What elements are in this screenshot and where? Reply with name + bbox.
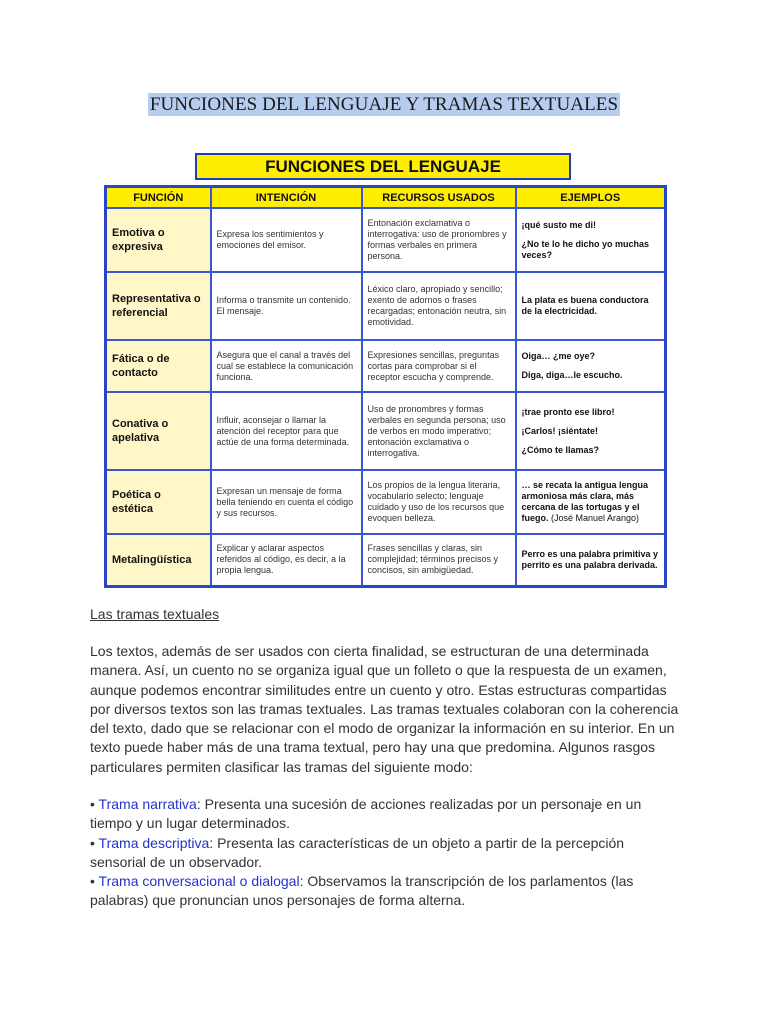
example-text: ¡qué susto me di! (521, 219, 597, 230)
bullet-prefix: • (90, 834, 99, 851)
example-text: ¡trae pronto ese libro! (521, 406, 615, 417)
bullet-term[interactable]: Trama narrativa (98, 796, 197, 812)
body-paragraph[interactable]: Los textos, además de ser usados con cierta finalidad, se estructuran de una determinada manera. Así, un cuento no se organiza igual que un folleto o que la respuesta de un examen, aunque podemos encontrar similitudes entre un cuento y otro. Estas estructuras compartidas por diversos textos son las tramas textuales. Las tramas textuales colaboran con la coherencia del texto, dado que se relacionar con el modo de organizar la información en su interior. En un texto puede haber más de una trama textual, pero hay una que predomina. Algunos rasgos particulares permiten clasificar las tramas del siguiente modo: (90, 643, 679, 775)
functions-figure (104, 150, 664, 596)
example-text: … se recata la antigua lengua armoniosa más clara, más cercana de las tortugas y el fuego. (521, 480, 649, 523)
row-recursos: Frases sencillas y claras, sin complejidad; términos precisos y concisos, sin ambigüedad. (362, 534, 516, 586)
table-row (106, 208, 666, 272)
row-intencion: Influir, aconsejar o llamar la atención del receptor para que actúe de una forma determinada. (211, 392, 362, 470)
example-text: Diga, diga…le escucho. (521, 370, 623, 380)
table-row (106, 340, 666, 392)
example-text: ¿No te lo he dicho yo muchas veces? (521, 238, 650, 260)
table-row (106, 392, 666, 470)
figure-banner: FUNCIONES DEL LENGUAJE (195, 153, 571, 180)
row-intencion: Informa o transmite un contenido. El mensaje. (211, 272, 362, 340)
row-intencion: Explicar y aclarar aspectos referidos al código, es decir, a la propia lengua. (211, 534, 362, 586)
row-ejemplos (516, 470, 666, 534)
row-ejemplos (516, 534, 666, 586)
header-intencion: INTENCIÓN (211, 187, 362, 209)
row-funcion: Poética o estética (106, 470, 211, 534)
row-funcion: Fática o de contacto (106, 340, 211, 392)
list-item (90, 872, 680, 911)
row-recursos: Los propios de la lengua literaria, vocabulario selecto; lenguaje cuidado y uso de los recursos que evoquen belleza. (362, 470, 516, 534)
example-author: (José Manuel Arango) (548, 513, 640, 523)
example-text: ¿Cómo te llamas? (521, 444, 600, 455)
row-ejemplos (516, 392, 666, 470)
row-recursos: Entonación exclamativa o interrogativa: uso de pronombres y formas verbales en primera persona. (362, 208, 516, 272)
bullet-text: : Presenta una sucesión de acciones realizadas por un personaje en un tiempo y un lugar determinados. (90, 796, 642, 832)
row-ejemplos (516, 272, 666, 340)
header-funcion: FUNCIÓN (106, 187, 211, 209)
example-text: ¡Carlos! ¡siéntate! (521, 425, 599, 436)
example-text: Perro es una palabra primitiva y perrito es una palabra derivada. (521, 548, 659, 570)
title-container (0, 94, 768, 116)
bullet-text: : Observamos la transcripción de los parlamentos (las palabras) que pronuncian unos personajes de forma alterna. (90, 873, 634, 909)
row-intencion: Asegura que el canal a través del cual se establece la comunicación funciona. (211, 340, 362, 392)
table-header-row (106, 187, 666, 209)
header-recursos: RECURSOS USADOS (362, 187, 516, 209)
row-ejemplos (516, 340, 666, 392)
bullet-list (90, 795, 680, 911)
row-funcion: Metalingüística (106, 534, 211, 586)
bullet-term[interactable]: Trama descriptiva (98, 834, 210, 851)
table-row (106, 470, 666, 534)
bullet-prefix: • (90, 873, 99, 890)
row-intencion: Expresan un mensaje de forma bella teniendo en cuenta el código y sus recursos. (211, 470, 362, 534)
row-funcion: Conativa o apelativa (106, 392, 211, 470)
header-ejemplos: EJEMPLOS (516, 187, 666, 209)
list-item (90, 834, 680, 873)
row-funcion: Representativa o referencial (106, 272, 211, 340)
section-heading[interactable]: Las tramas textuales (90, 606, 220, 622)
example-text: Oiga… ¿me oye? (521, 351, 596, 361)
row-ejemplos (516, 208, 666, 272)
list-item (90, 795, 680, 834)
document-title[interactable]: FUNCIONES DEL LENGUAJE Y TRAMAS TEXTUALES (149, 94, 619, 115)
bullet-term[interactable]: Trama conversacional o dialogal (98, 873, 300, 890)
bullet-prefix: • (90, 796, 99, 812)
bullet-text: : Presenta las características de un objeto a partir de la percepción sensorial de un observador. (90, 834, 625, 870)
example-text: La plata es buena conductora de la electricidad. (521, 295, 649, 316)
functions-table (104, 185, 667, 588)
row-funcion: Emotiva o expresiva (106, 208, 211, 272)
row-recursos: Léxico claro, apropiado y sencillo; exento de adornos o frases recargadas; entonación neutra, sin emotividad. (362, 272, 516, 340)
row-recursos: Uso de pronombres y formas verbales en segunda persona; uso de verbos en modo imperativo; entonación exclamativa o interrogativa. (362, 392, 516, 470)
row-intencion: Expresa los sentimientos y emociones del emisor. (211, 208, 362, 272)
row-recursos: Expresiones sencillas, preguntas cortas para comprobar si el receptor escucha y comprende. (362, 340, 516, 392)
table-row (106, 534, 666, 586)
table-row (106, 272, 666, 340)
